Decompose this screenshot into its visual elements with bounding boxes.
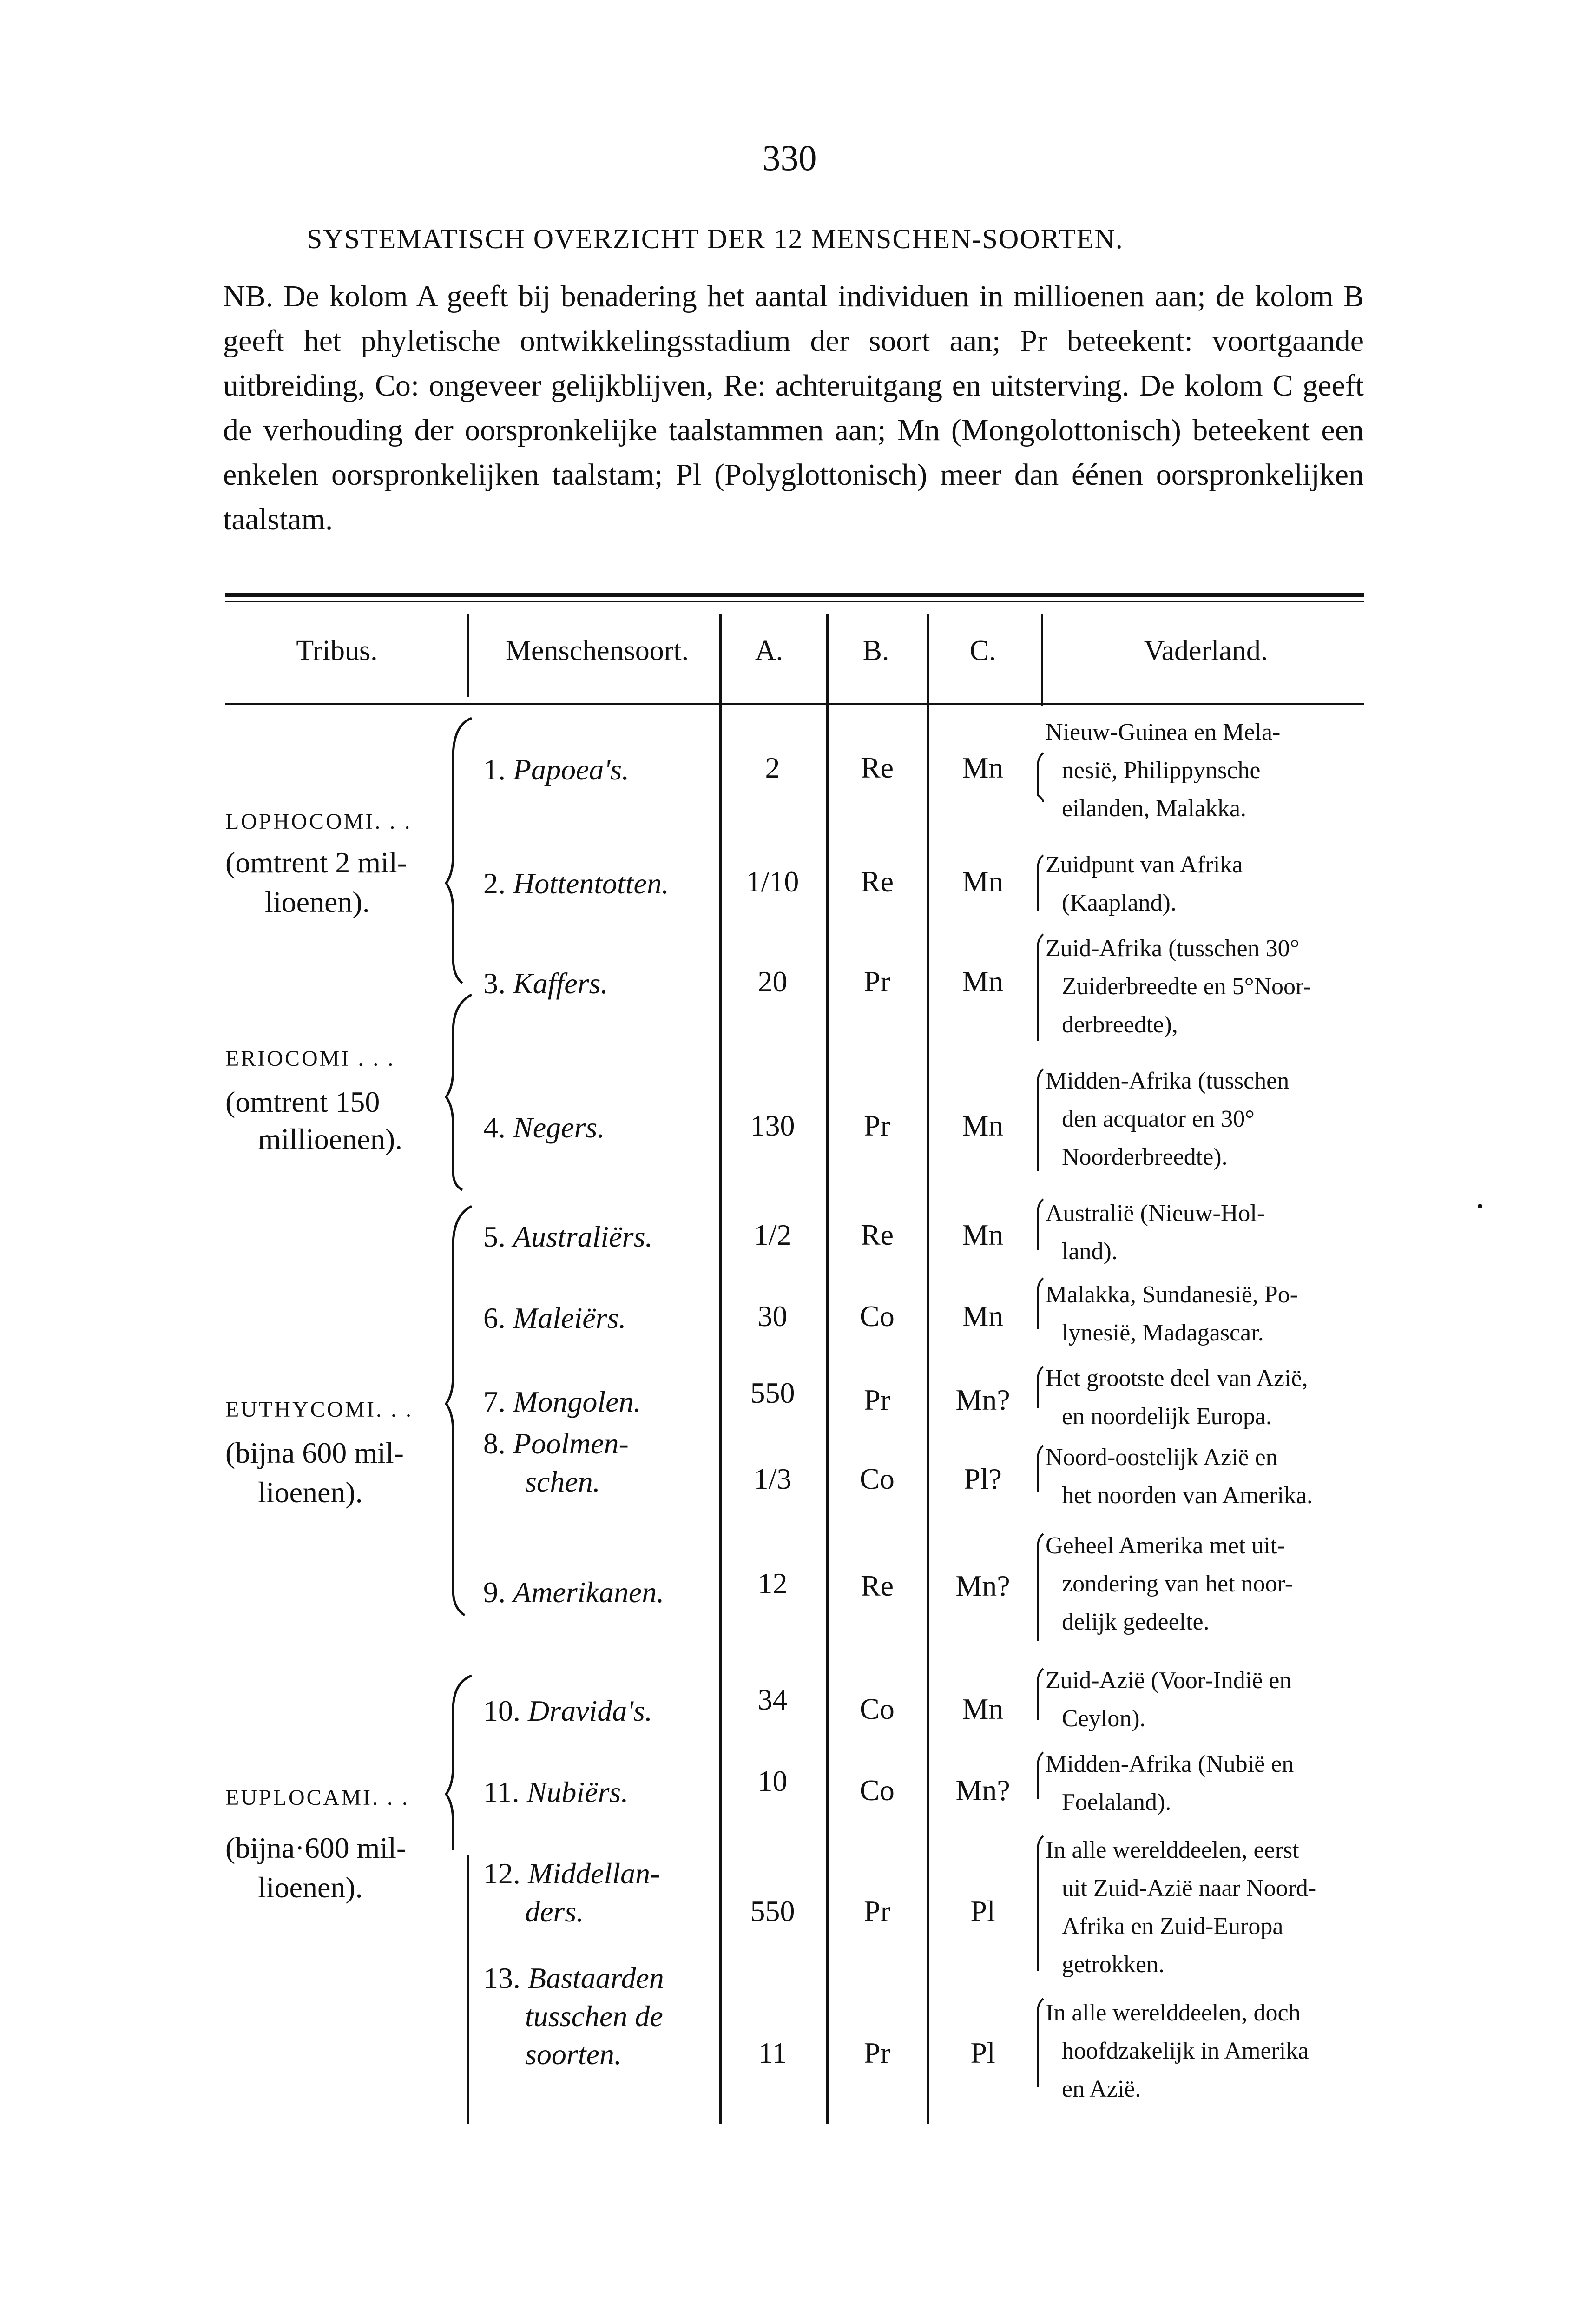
value-b-7: Pr [864, 1383, 890, 1416]
value-c-9: Mn? [955, 1569, 1010, 1602]
value-c-2: Mn [962, 865, 1004, 898]
header-tribus: Tribus. [296, 635, 378, 667]
value-c-5: Mn [962, 1218, 1004, 1251]
brace-eriocomi [446, 995, 472, 1190]
header-c: C. [969, 635, 996, 667]
col-divider-tribus [467, 614, 469, 697]
species-2: 2. Hottentotten. [483, 867, 669, 900]
value-b-6: Co [860, 1300, 895, 1333]
explanatory-note: NB. De kolom A geeft bij benadering het aantal individuen in millioenen aan; de kolom B geeft het phyletische ontwikkelingsstadium der soort aan; Pr beteekent: voortgaande uitbreiding, Co: ongeveer gelijkblijven, Re: achteruitgang en uitsterving. De kolom C geeft de verhouding der oorspronkelijke taalstammen aan; Mn (Mongolottonisch) beteekent een enkelen oorspronkelijken taalstam; Pl (Polyglottonisch) meer dan éénen oorspronkelijken taalstam. [223, 279, 1364, 536]
value-b-1: Re [860, 751, 894, 784]
value-b-4: Pr [864, 1109, 890, 1142]
vaderland-3: Zuid-Afrika (tusschen 30° Zuiderbreedte en 5°Noor- derbreedte), [1046, 935, 1311, 1038]
page-number: 330 [762, 138, 817, 178]
value-c-8: Pl? [964, 1462, 1002, 1495]
col-divider-c [1041, 614, 1043, 706]
tribus-euthycomi: EUTHYCOMI. . . [225, 1397, 413, 1422]
value-c-1: Mn [962, 751, 1004, 784]
header-vaderland: Vaderland. [1144, 635, 1268, 667]
value-a-10: 34 [757, 1683, 788, 1716]
value-a-13: 11 [758, 2036, 787, 2069]
vaderland-9: Geheel Amerika met uit- zondering van het noor- delijk gedeelte. [1046, 1532, 1293, 1635]
brace-euplocami [446, 1676, 472, 1850]
value-b-3: Pr [864, 965, 890, 998]
value-b-8: Co [860, 1462, 895, 1495]
value-a-2: 1/10 [746, 865, 799, 898]
value-c-4: Mn [962, 1109, 1004, 1142]
value-a-6: 30 [757, 1300, 788, 1333]
tribus-lophocomi: LOPHOCOMI. . . [225, 809, 412, 834]
header-rule [225, 703, 1364, 705]
species-11: 11. Nubiërs. [483, 1776, 629, 1809]
value-a-3: 20 [757, 965, 788, 998]
col-divider-tribus-lower [467, 1855, 469, 2124]
vaderland-10: Zuid-Azië (Voor-Indië en Ceylon). [1046, 1667, 1292, 1732]
value-b-12: Pr [864, 1895, 890, 1928]
vaderland-4: Midden-Afrika (tusschen den acquator en 30° Noorderbreedte). [1046, 1068, 1290, 1170]
value-c-12: Pl [970, 1895, 995, 1928]
species-8: 8. Poolmen- schen. [483, 1427, 629, 1498]
value-a-4: 130 [750, 1109, 795, 1142]
tribus-eriocomi-count-2: millioenen). [258, 1122, 403, 1155]
double-rule-bottom [225, 601, 1364, 602]
value-b-5: Re [860, 1218, 894, 1251]
value-a-11: 10 [757, 1764, 788, 1797]
tribus-braces [444, 716, 481, 1850]
tribus-eriocomi: ERIOCOMI . . . [225, 1046, 395, 1071]
vaderland-8: Noord-oostelijk Azië en het noorden van Amerika. [1046, 1444, 1313, 1509]
page-title: SYSTEMATISCH OVERZICHT DER 12 MENSCHEN-SOORTEN. [307, 224, 1124, 254]
vaderland-5: Australië (Nieuw-Hol- land). [1046, 1200, 1265, 1265]
value-a-7: 550 [750, 1376, 795, 1409]
vaderland-2: Zuidpunt van Afrika (Kaapland). [1046, 852, 1243, 916]
value-c-10: Mn [962, 1692, 1004, 1725]
value-a-1: 2 [765, 751, 780, 784]
vaderland-braces [1034, 716, 1048, 2092]
value-b-10: Co [860, 1692, 895, 1725]
species-1: 1. Papoea's. [483, 753, 630, 786]
value-a-9: 12 [757, 1567, 788, 1600]
header-menschensoort: Menschensoort. [505, 635, 689, 667]
vaderland-11: Midden-Afrika (Nubië en Foelaland). [1046, 1751, 1294, 1816]
species-9: 9. Amerikanen. [483, 1576, 664, 1609]
value-b-2: Re [860, 865, 894, 898]
tribus-euplocami-count-2: lioenen). [258, 1871, 363, 1904]
tribus-euplocami-count-1: (bijna·600 mil- [225, 1831, 407, 1864]
species-6: 6. Maleiërs. [483, 1301, 626, 1334]
value-b-11: Co [860, 1774, 895, 1807]
value-c-7: Mn? [955, 1383, 1010, 1416]
tribus-euplocami: EUPLOCAMI. . . [225, 1785, 410, 1810]
brace-lophocomi [446, 718, 472, 983]
value-c-3: Mn [962, 965, 1004, 998]
vaderland-1: Nieuw-Guinea en Mela- nesië, Philippynsche eilanden, Malakka. [1046, 719, 1281, 822]
col-divider-soort [719, 614, 722, 2124]
header-b: B. [862, 635, 889, 667]
col-divider-b [927, 614, 929, 2124]
value-b-13: Pr [864, 2036, 890, 2069]
species-13: 13. Bastaarden tusschen de soorten. [483, 1961, 664, 2071]
tribus-euthycomi-count-2: lioenen). [258, 1476, 363, 1509]
value-b-9: Re [860, 1569, 894, 1602]
stray-dot [1478, 1204, 1482, 1208]
species-5: 5. Australiërs. [483, 1220, 653, 1253]
vaderland-12: In alle werelddeelen, eerst uit Zuid-Azië naar Noord- Afrika en Zuid-Europa getrokken. [1046, 1837, 1316, 1978]
double-rule-top [225, 593, 1364, 597]
vaderland-13: In alle werelddeelen, doch hoofdzakelijk in Amerika en Azië. [1046, 2000, 1309, 2102]
tribus-lophocomi-count-1: (omtrent 2 mil- [225, 846, 408, 879]
header-a: A. [755, 635, 783, 667]
vaderland-6: Malakka, Sundanesië, Po- lynesië, Madagascar. [1046, 1281, 1298, 1346]
species-10: 10. Dravida's. [483, 1694, 652, 1727]
value-c-13: Pl [970, 2036, 995, 2069]
species-12: 12. Middellan- ders. [483, 1857, 660, 1928]
brace-euthycomi [446, 1206, 472, 1615]
species-3: 3. Kaffers. [483, 967, 608, 1000]
value-a-5: 1/2 [753, 1218, 792, 1251]
col-divider-a [826, 614, 829, 2124]
tribus-euthycomi-count-1: (bijna 600 mil- [225, 1436, 404, 1469]
species-7: 7. Mongolen. [483, 1385, 641, 1418]
species-4: 4. Negers. [483, 1111, 605, 1144]
tribus-eriocomi-count-1: (omtrent 150 [225, 1085, 380, 1118]
value-c-6: Mn [962, 1300, 1004, 1333]
vaderland-7: Het grootste deel van Azië, en noordelijk Europa. [1046, 1365, 1308, 1430]
value-a-12: 550 [750, 1895, 795, 1928]
tribus-lophocomi-count-2: lioenen). [265, 885, 370, 918]
value-a-8: 1/3 [753, 1462, 792, 1495]
value-c-11: Mn? [955, 1774, 1010, 1807]
